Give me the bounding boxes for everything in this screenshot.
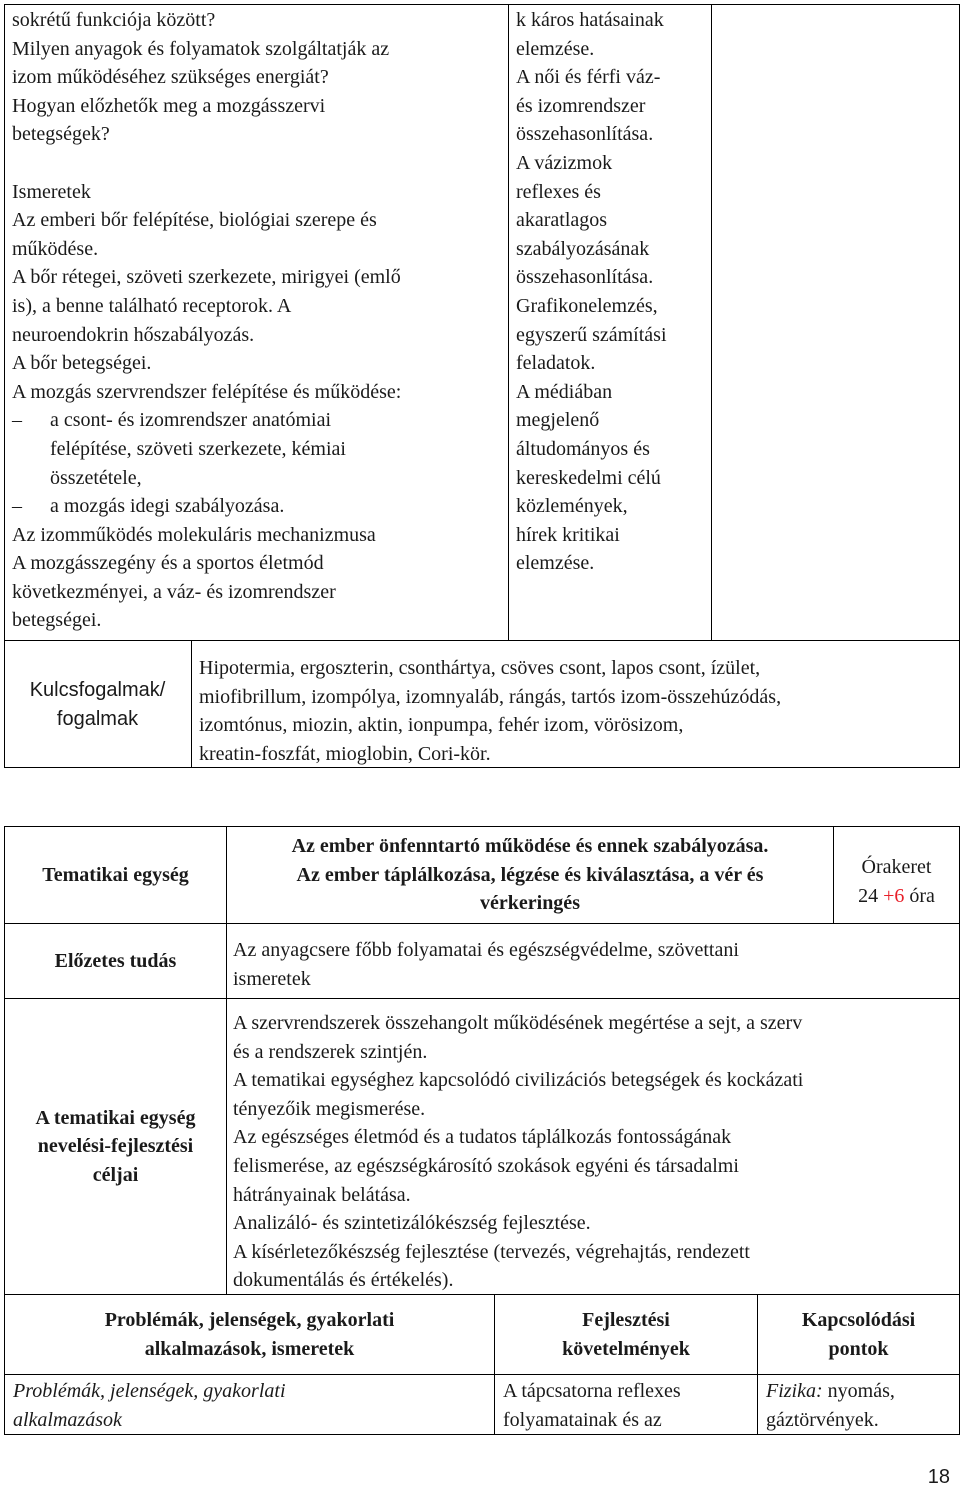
- text-line: miofibrillum, izompólya, izomnyaláb, rángás, tartós izom-összehúzódás,: [199, 685, 782, 708]
- text-line: Hogyan előzhetők meg a mozgásszervi: [12, 94, 326, 117]
- text-line: [766, 1377, 959, 1406]
- text-line: Fejlesztési: [582, 1308, 670, 1331]
- section-heading: Ismeretek: [12, 180, 91, 203]
- subject-name: Fizika:: [766, 1380, 823, 1402]
- key-terms-divider: [191, 640, 192, 768]
- text-line: Az egészséges életmód és a tudatos táplálkozás fontosságának: [233, 1126, 732, 1149]
- text-line: felépítése, szöveti szerkezete, kémiai: [50, 437, 346, 460]
- text-line: folyamatainak és az: [503, 1408, 662, 1431]
- text-line: vérkeringés: [480, 892, 580, 915]
- text-line: és izomrendszer: [516, 94, 646, 117]
- text-line: közlemények,: [516, 495, 628, 518]
- text-line: alkalmazások: [13, 1408, 122, 1431]
- text-line: tényezőik megismerése.: [233, 1097, 426, 1120]
- text-line: Analizáló- és szintetizálókészség fejlesztése.: [233, 1212, 591, 1235]
- text-line: és a rendszerek szintjén.: [233, 1040, 428, 1063]
- dash-list-item: [12, 406, 504, 492]
- text-line: kreatin-foszfát, mioglobin, Cori-kör.: [199, 742, 491, 765]
- text-line: a csont- és izomrendszer anatómiai: [50, 409, 331, 432]
- text-line: A női és férfi váz-: [516, 66, 661, 89]
- hours-base: 24: [858, 884, 884, 907]
- text-line: megjelenő: [516, 409, 600, 432]
- text-line: a mozgás idegi szabályozása.: [50, 495, 285, 518]
- text-line: A bőr rétegei, szöveti szerkezete, mirigyei (emlő: [12, 266, 401, 289]
- text-line: A szervrendszerek összehangolt működésének megértése a sejt, a szerv: [233, 1012, 803, 1034]
- hours-label: Órakeret: [861, 856, 932, 878]
- upper-table-divider-1: [508, 4, 509, 640]
- text-line: neuroendokrin hőszabályozás.: [12, 323, 255, 346]
- text-line: Problémák, jelenségek, gyakorlati: [13, 1380, 286, 1402]
- text-line: A tematikai egységhez kapcsolódó civilizációs betegségek és kockázati: [233, 1069, 804, 1092]
- text-line: izomtónus, miozin, aktin, ionpumpa, fehér izom, vörösizom,: [199, 714, 684, 737]
- hours-cell: [834, 826, 960, 924]
- upper-middle-cell: [516, 6, 708, 578]
- header-problems-cell: [4, 1295, 495, 1375]
- text-line: összehasonlítása.: [516, 123, 654, 146]
- text-line: hírek kritikai: [516, 523, 620, 546]
- text-line: izom működéséhez szükséges energiát?: [12, 66, 329, 89]
- text-line: Milyen anyagok és folyamatok szolgáltatják az: [12, 37, 390, 60]
- prior-cell: [227, 924, 960, 999]
- goals-cell: [227, 999, 960, 1295]
- blank-line: [12, 149, 504, 178]
- text-line: gáztörvények.: [766, 1408, 879, 1431]
- text-line: elemzése.: [516, 552, 595, 575]
- text-line: A médiában: [516, 380, 613, 403]
- text-line: fogalmak: [56, 707, 139, 730]
- row-connections-cell: [758, 1375, 960, 1435]
- text-line: Az izomműködés molekuláris mechanizmusa: [12, 523, 376, 546]
- text-line: dokumentálás és értékelés).: [233, 1269, 454, 1292]
- text-line: összetétele,: [50, 466, 142, 489]
- text-line: Az emberi bőr felépítése, biológiai szerepe és: [12, 209, 377, 232]
- text-line: ismeretek: [233, 967, 311, 990]
- upper-left-cell: [12, 6, 504, 635]
- subject-topic: nyomás,: [822, 1380, 895, 1402]
- text-line: pontok: [828, 1337, 889, 1360]
- hours-unit: óra: [904, 884, 935, 907]
- text-line: Problémák, jelenségek, gyakorlati: [104, 1308, 395, 1331]
- text-line: egyszerű számítási: [516, 323, 667, 346]
- text-line: felismerése, az egészségkárosító szokások egyéni és társadalmi: [233, 1154, 739, 1177]
- text-line: A bőr betegségei.: [12, 352, 152, 375]
- text-line: Hipotermia, ergoszterin, csonthártya, csöves csont, lapos csont, ízület,: [199, 657, 761, 679]
- text-line: A kísérletezőkészség fejlesztése (tervezés, végrehajtás, rendezett: [233, 1240, 750, 1263]
- text-line: alkalmazások, ismeretek: [144, 1337, 355, 1360]
- goals-label-cell: [4, 999, 227, 1295]
- dash-marker: –: [12, 495, 22, 518]
- text-line: A tápcsatorna reflexes: [503, 1380, 681, 1402]
- upper-table-divider-2: [711, 4, 712, 640]
- text-line: követelmények: [562, 1337, 690, 1360]
- text-line: A mozgásszegény és a sportos életmód: [12, 552, 324, 575]
- text-line: betegségei.: [12, 609, 102, 632]
- text-line: működése.: [12, 237, 99, 260]
- prior-label-cell: [4, 924, 227, 999]
- text-line: Kulcsfogalmak/: [29, 678, 166, 701]
- text-line: szabályozásának: [516, 237, 650, 260]
- text-line: Az ember önfenntartó működése és ennek szabályozása.: [291, 835, 769, 858]
- hours-value: [834, 882, 959, 911]
- text-line: reflexes és: [516, 180, 601, 203]
- text-line: elemzése.: [516, 37, 595, 60]
- text-line: betegségek?: [12, 123, 110, 146]
- unit-title-cell: [227, 826, 834, 924]
- header-requirements-cell: [495, 1295, 758, 1375]
- hours-extra: +6: [883, 884, 905, 907]
- text-line: áltudományos és: [516, 437, 650, 460]
- prior-label: Előzetes tudás: [54, 949, 177, 972]
- text-line: Az ember táplálkozása, légzése és kiválasztása, a vér és: [296, 863, 764, 886]
- text-line: is), a benne található receptorok. A: [12, 294, 292, 317]
- text-line: hátrányainak belátása.: [233, 1183, 411, 1206]
- text-line: kereskedelmi célú: [516, 466, 661, 489]
- text-line: feladatok.: [516, 352, 596, 375]
- dash-list-item: [12, 492, 504, 521]
- unit-label: Tematikai egység: [42, 863, 189, 886]
- text-line: nevelési-fejlesztési: [37, 1135, 194, 1158]
- dash-marker: –: [12, 409, 22, 432]
- header-connections-cell: [758, 1295, 960, 1375]
- text-line: céljai: [92, 1163, 139, 1186]
- text-line: Az anyagcsere főbb folyamatai és egészségvédelme, szövettani: [233, 939, 739, 961]
- row-requirements-cell: [495, 1375, 758, 1435]
- page-number: 18: [927, 1466, 950, 1488]
- unit-label-cell: [4, 826, 227, 924]
- row-problems-cell: [4, 1375, 495, 1435]
- text-line: összehasonlítása.: [516, 266, 654, 289]
- text-line: A mozgás szervrendszer felépítése és működése:: [12, 380, 402, 403]
- text-line: akaratlagos: [516, 209, 608, 232]
- text-line: Kapcsolódási: [801, 1308, 916, 1331]
- text-line: következményei, a váz- és izomrendszer: [12, 580, 336, 603]
- text-line: Grafikonelemzés,: [516, 294, 658, 317]
- key-terms-label: [4, 641, 191, 768]
- text-line: k káros hatásainak: [516, 9, 664, 31]
- text-line: A vázizmok: [516, 151, 613, 174]
- text-line: A tematikai egység: [35, 1106, 196, 1129]
- key-terms-cell: [199, 654, 955, 768]
- text-line: sokrétű funkciója között?: [12, 9, 216, 31]
